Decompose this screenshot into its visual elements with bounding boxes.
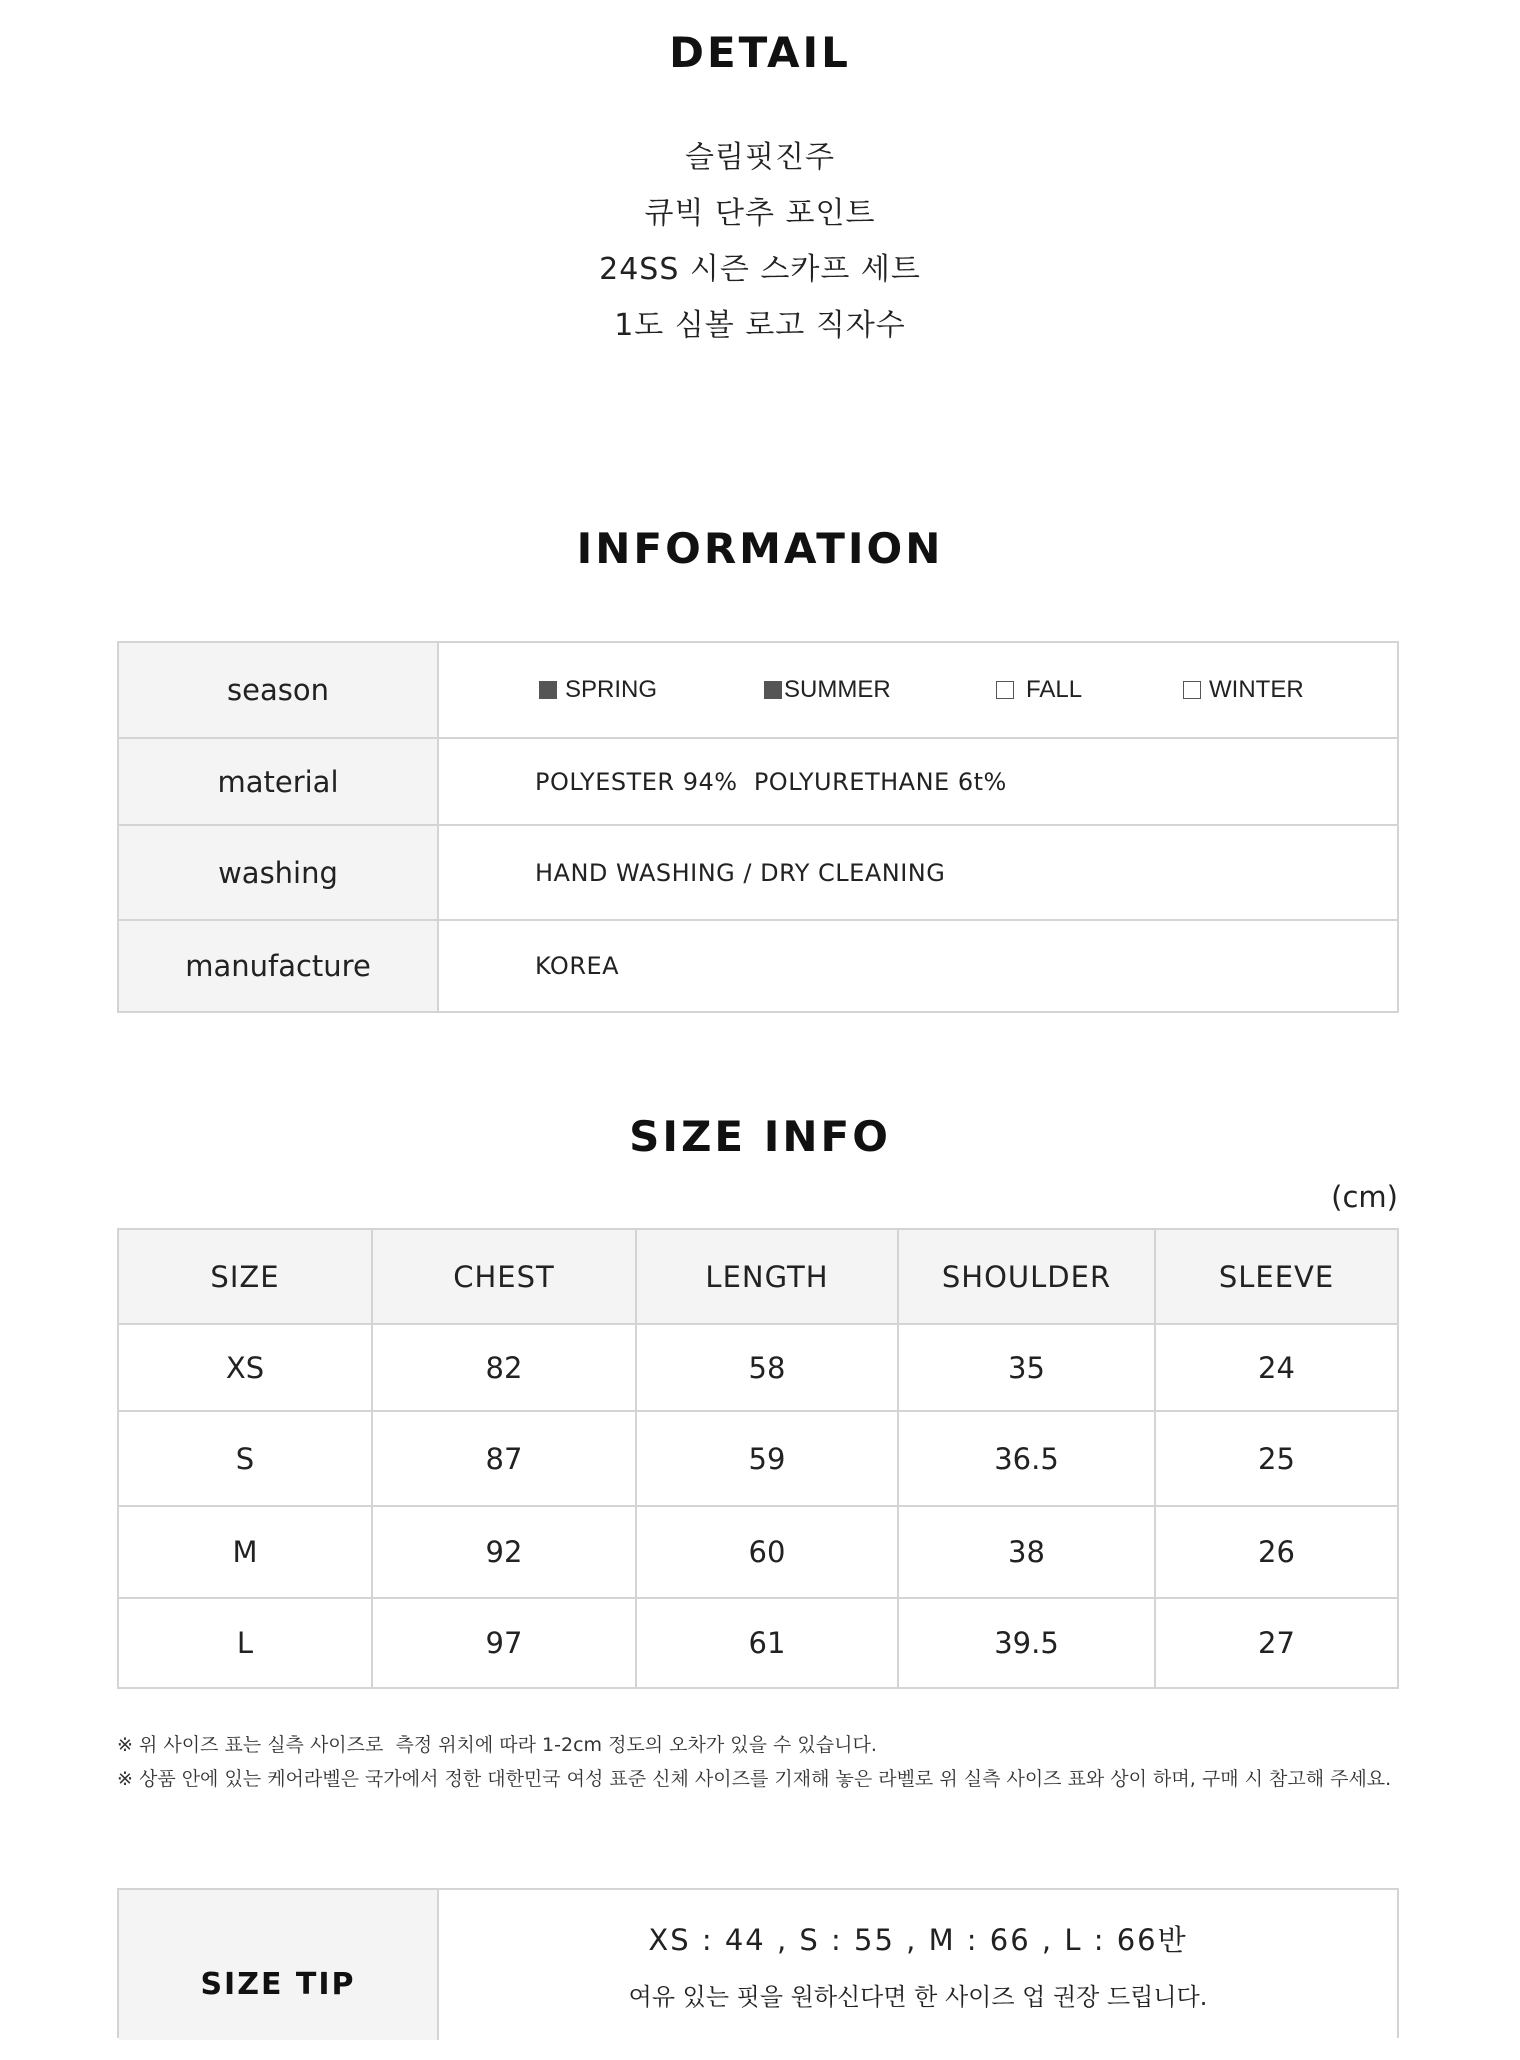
manufacture-value: KOREA xyxy=(438,920,1398,1012)
season-option-winter xyxy=(1183,643,1304,737)
manufacture-row xyxy=(118,920,1398,1012)
size-note: ※ 상품 안에 있는 케어라벨은 국가에서 정한 대한민국 여성 표준 신체 사이즈를 기재해 놓은 라벨로 위 실측 사이즈 표와 상이 하며, 구매 시 참고해 주세요. xyxy=(117,1768,1392,1790)
table-cell: 87 xyxy=(372,1411,636,1506)
manufacture-label: manufacture xyxy=(118,920,438,1012)
column-header: SHOULDER xyxy=(898,1229,1155,1324)
table-cell: 26 xyxy=(1155,1506,1398,1598)
table-row xyxy=(118,1411,1398,1506)
column-header: LENGTH xyxy=(636,1229,898,1324)
detail-line: 24SS 시즌 스카프 세트 xyxy=(599,252,921,287)
column-header: SLEEVE xyxy=(1155,1229,1398,1324)
season-option-spring xyxy=(539,643,657,737)
table-cell: 25 xyxy=(1155,1411,1398,1506)
washing-value: HAND WASHING / DRY CLEANING xyxy=(438,825,1398,920)
table-cell: XS xyxy=(118,1324,372,1411)
table-cell: 61 xyxy=(636,1598,898,1688)
size-notes xyxy=(117,1728,1417,1796)
size-tip-recommendation: 여유 있는 핏을 원하신다면 한 사이즈 업 권장 드립니다. xyxy=(628,1983,1208,2011)
unit-label: (cm) xyxy=(1331,1180,1398,1214)
material-label: material xyxy=(118,738,438,825)
checkbox-icon xyxy=(996,681,1014,699)
season-label: season xyxy=(118,642,438,738)
table-row xyxy=(118,1506,1398,1598)
size-tip-box xyxy=(117,1888,1399,2038)
season-option-label: SUMMER xyxy=(784,676,891,703)
size-table-header xyxy=(118,1229,1398,1324)
table-cell: 35 xyxy=(898,1324,1155,1411)
table-cell: L xyxy=(118,1598,372,1688)
table-cell: 27 xyxy=(1155,1598,1398,1688)
size-tip-label: SIZE TIP xyxy=(119,1890,439,2040)
size-table xyxy=(117,1228,1399,1689)
table-cell: 82 xyxy=(372,1324,636,1411)
season-option-label: FALL xyxy=(1026,676,1083,703)
table-cell: 39.5 xyxy=(898,1598,1155,1688)
table-cell: M xyxy=(118,1506,372,1598)
detail-line: 큐빅 단추 포인트 xyxy=(644,196,876,231)
season-value xyxy=(438,642,1398,738)
table-cell: 58 xyxy=(636,1324,898,1411)
size-tip-mapping: XS : 44 , S : 55 , M : 66 , L : 66반 xyxy=(648,1923,1188,1957)
table-row xyxy=(118,1324,1398,1411)
season-option-label: SPRING xyxy=(565,676,658,703)
material-row xyxy=(118,738,1398,825)
table-cell: 92 xyxy=(372,1506,636,1598)
size-tip-content xyxy=(439,1890,1397,2012)
season-row xyxy=(118,642,1398,738)
detail-line: 1도 심볼 로고 직자수 xyxy=(614,308,906,343)
checkbox-icon xyxy=(1183,681,1201,699)
table-cell: S xyxy=(118,1411,372,1506)
size-note: ※ 위 사이즈 표는 실측 사이즈로 측정 위치에 따라 1-2cm 정도의 오차가 있을 수 있습니다. xyxy=(117,1734,877,1756)
information-table xyxy=(117,641,1399,1013)
season-option-fall xyxy=(996,643,1082,737)
table-cell: 97 xyxy=(372,1598,636,1688)
detail-title: DETAIL xyxy=(669,28,851,77)
detail-description xyxy=(0,130,1520,354)
washing-row xyxy=(118,825,1398,920)
column-header: CHEST xyxy=(372,1229,636,1324)
washing-label: washing xyxy=(118,825,438,920)
column-header: SIZE xyxy=(118,1229,372,1324)
information-title: INFORMATION xyxy=(576,524,944,573)
size-info-title: SIZE INFO xyxy=(629,1112,891,1161)
season-option-summer xyxy=(764,643,891,737)
table-row xyxy=(118,1598,1398,1688)
checkbox-icon xyxy=(764,681,782,699)
table-cell: 38 xyxy=(898,1506,1155,1598)
table-cell: 24 xyxy=(1155,1324,1398,1411)
checkbox-icon xyxy=(539,681,557,699)
season-option-label: WINTER xyxy=(1209,676,1304,703)
material-value: POLYESTER 94% POLYURETHANE 6t% xyxy=(438,738,1398,825)
table-cell: 59 xyxy=(636,1411,898,1506)
table-cell: 60 xyxy=(636,1506,898,1598)
detail-line: 슬림핏진주 xyxy=(685,140,835,175)
table-cell: 36.5 xyxy=(898,1411,1155,1506)
